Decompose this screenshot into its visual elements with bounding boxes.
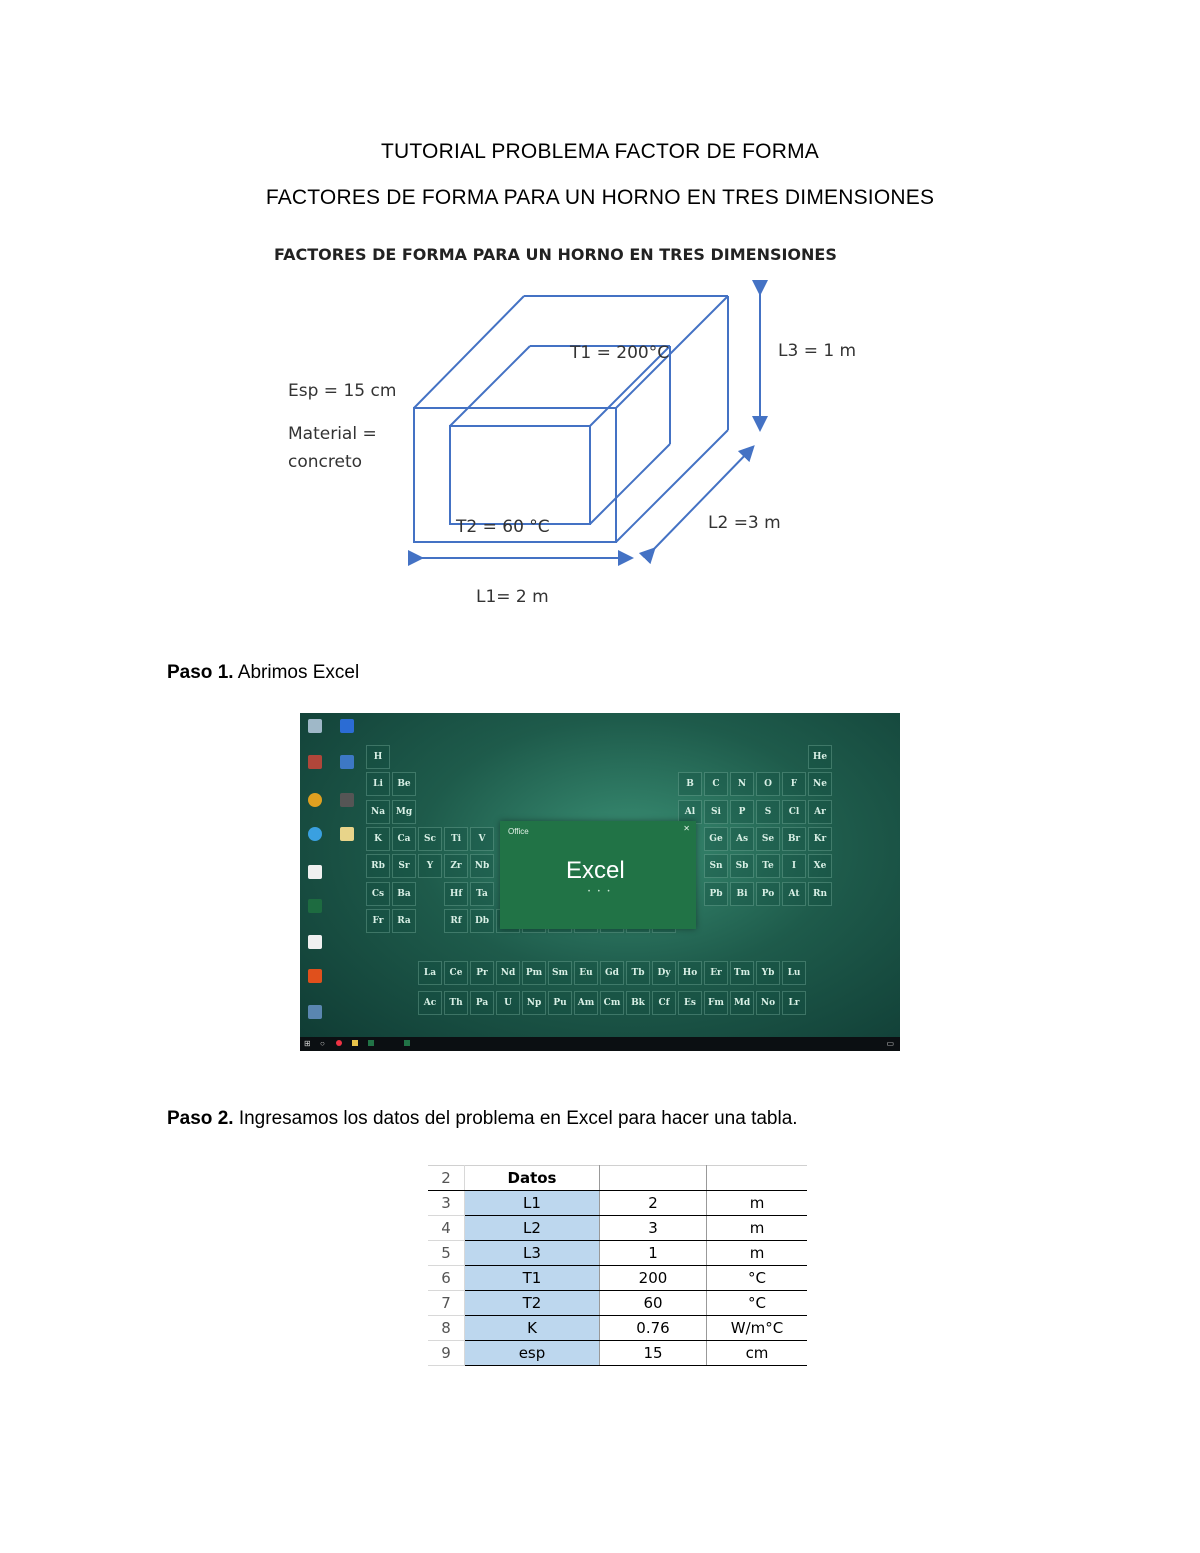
element-cell: Ta [470,882,494,906]
param-unit: cm [707,1341,808,1366]
table-row [428,1341,807,1366]
element-cell: He [808,745,832,769]
desktop-icon [308,827,322,841]
taskbar [300,1037,900,1051]
param-value: 3 [600,1216,707,1241]
element-cell: U [496,991,520,1015]
element-cell: Yb [756,961,780,985]
t2-label: T2 = 60 °C [456,517,550,537]
chrome-icon [308,793,322,807]
param-value: 15 [600,1341,707,1366]
element-cell: Zr [444,854,468,878]
element-cell: Sr [392,854,416,878]
element-cell: Tb [626,961,650,985]
desktop-icon [308,719,322,733]
element-cell: Bi [730,882,754,906]
excel-launch-screenshot [300,713,900,1051]
element-cell: Be [392,772,416,796]
element-cell: Lr [782,991,806,1015]
element-cell: Y [418,854,442,878]
element-cell: No [756,991,780,1015]
element-cell: F [782,772,806,796]
param-name: L2 [465,1216,600,1241]
table-row [428,1316,807,1341]
material-label: Material = [288,424,377,444]
element-cell: Ca [392,827,416,851]
desktop-icon [340,793,354,807]
element-cell: As [730,827,754,851]
excel-file-icon [308,899,322,913]
element-cell: Fm [704,991,728,1015]
element-cell: Ac [418,991,442,1015]
desktop-icon [340,755,354,769]
row-number: 6 [428,1266,465,1291]
outer-box [414,296,728,542]
element-cell: Es [678,991,702,1015]
element-cell: Rb [366,854,390,878]
element-cell: Dy [652,961,676,985]
element-cell: Po [756,882,780,906]
l3-label: L3 = 1 m [778,341,857,361]
element-cell: Li [366,772,390,796]
element-cell: Cf [652,991,676,1015]
header-cell [600,1166,707,1191]
element-cell: Sb [730,854,754,878]
loading-dots-icon: • • • [588,889,613,895]
element-cell: Cm [600,991,624,1015]
table-row [428,1216,807,1241]
row-number: 7 [428,1291,465,1316]
param-name: L3 [465,1241,600,1266]
param-unit: m [707,1241,808,1266]
element-cell: Ba [392,882,416,906]
diagram-heading: FACTORES DE FORMA PARA UN HORNO EN TRES DIMENSIONES [274,245,837,264]
element-cell: C [704,772,728,796]
element-cell: Nb [470,854,494,878]
row-number: 4 [428,1216,465,1241]
data-table [428,1165,807,1366]
element-cell: Lu [782,961,806,985]
office-logo: Office [508,827,529,836]
param-value: 60 [600,1291,707,1316]
oven-diagram [270,238,890,618]
element-cell: Pb [704,882,728,906]
param-unit: W/m°C [707,1316,808,1341]
excel-taskbar-icon [368,1040,374,1046]
element-cell: Th [444,991,468,1015]
splash-app-name: Excel [566,857,625,884]
element-cell: Al [678,800,702,824]
element-cell: At [782,882,806,906]
header-datos: Datos [465,1166,600,1191]
l2-arrow [653,448,752,550]
search-icon: ○ [320,1039,325,1048]
element-cell: Er [704,961,728,985]
desktop-icon [308,865,322,879]
element-cell: Ge [704,827,728,851]
element-cell: S [756,800,780,824]
row-number: 5 [428,1241,465,1266]
element-cell: Bk [626,991,650,1015]
excel-splash [500,821,696,929]
element-cell: Pr [470,961,494,985]
row-number: 9 [428,1341,465,1366]
desktop-icon [308,1005,322,1019]
param-value: 0.76 [600,1316,707,1341]
param-name: esp [465,1341,600,1366]
element-cell: Tm [730,961,754,985]
element-cell: La [418,961,442,985]
element-cell: Ho [678,961,702,985]
element-cell: Hf [444,882,468,906]
element-cell: Kr [808,827,832,851]
step-1 [167,662,359,684]
element-cell: Cl [782,800,806,824]
element-cell: Xe [808,854,832,878]
folder-icon [340,827,354,841]
element-cell: Sc [418,827,442,851]
step-1-text: Abrimos Excel [233,662,360,683]
element-cell: I [782,854,806,878]
element-cell: Md [730,991,754,1015]
l2-label: L2 =3 m [708,513,781,533]
l1-label: L1= 2 m [476,587,549,607]
chrome-taskbar-icon [336,1040,342,1046]
param-unit: °C [707,1291,808,1316]
element-cell: Ti [444,827,468,851]
element-cell: Sm [548,961,572,985]
param-unit: m [707,1216,808,1241]
table-row [428,1241,807,1266]
element-cell: Am [574,991,598,1015]
step-2-label: Paso 2. [167,1108,234,1129]
element-cell: Pa [470,991,494,1015]
element-cell: N [730,772,754,796]
element-cell: B [678,772,702,796]
desktop-icon [340,719,354,733]
step-2 [167,1108,798,1130]
row-number: 3 [428,1191,465,1216]
element-cell: Rf [444,909,468,933]
param-name: T1 [465,1266,600,1291]
table-row [428,1291,807,1316]
windows-start-icon: ⊞ [304,1039,311,1048]
element-cell: K [366,827,390,851]
param-name: K [465,1316,600,1341]
close-icon: ✕ [683,824,690,833]
element-cell: Db [470,909,494,933]
element-cell: Fr [366,909,390,933]
element-cell: Gd [600,961,624,985]
element-cell: Sn [704,854,728,878]
table-row [428,1191,807,1216]
element-cell: Mg [392,800,416,824]
param-unit: °C [707,1266,808,1291]
element-cell: Br [782,827,806,851]
element-cell: O [756,772,780,796]
param-value: 2 [600,1191,707,1216]
element-cell: V [470,827,494,851]
element-cell: Si [704,800,728,824]
element-cell: H [366,745,390,769]
param-value: 200 [600,1266,707,1291]
notification-icon: ▭ [886,1039,894,1048]
element-cell: Np [522,991,546,1015]
row-number: 2 [428,1166,465,1191]
element-cell: Cs [366,882,390,906]
t1-label: T1 = 200°C [570,343,670,363]
excel-taskbar-icon [404,1040,410,1046]
param-value: 1 [600,1241,707,1266]
element-cell: Se [756,827,780,851]
param-unit: m [707,1191,808,1216]
document-subtitle: FACTORES DE FORMA PARA UN HORNO EN TRES DIMENSIONES [265,186,935,209]
element-cell: P [730,800,754,824]
element-cell: Nd [496,961,520,985]
desktop-icon [308,755,322,769]
element-cell: Pm [522,961,546,985]
param-name: L1 [465,1191,600,1216]
esp-label: Esp = 15 cm [288,381,397,401]
table-header-row [428,1166,807,1191]
element-cell: Pu [548,991,572,1015]
header-cell [707,1166,808,1191]
element-cell: Te [756,854,780,878]
element-cell: Ar [808,800,832,824]
element-cell: Eu [574,961,598,985]
document-title: TUTORIAL PROBLEMA FACTOR DE FORMA [381,140,819,163]
desktop-icon [308,935,322,949]
inner-box [450,346,670,524]
office-icon [308,969,322,983]
element-cell: Ne [808,772,832,796]
param-name: T2 [465,1291,600,1316]
material-value: concreto [288,452,363,472]
element-cell: Ce [444,961,468,985]
element-cell: Ra [392,909,416,933]
step-1-label: Paso 1. [167,662,234,683]
row-number: 8 [428,1316,465,1341]
table-row [428,1266,807,1291]
element-cell: Na [366,800,390,824]
step-2-text: Ingresamos los datos del problema en Excel para hacer una tabla. [233,1108,798,1129]
folder-taskbar-icon [352,1040,358,1046]
element-cell: Rn [808,882,832,906]
